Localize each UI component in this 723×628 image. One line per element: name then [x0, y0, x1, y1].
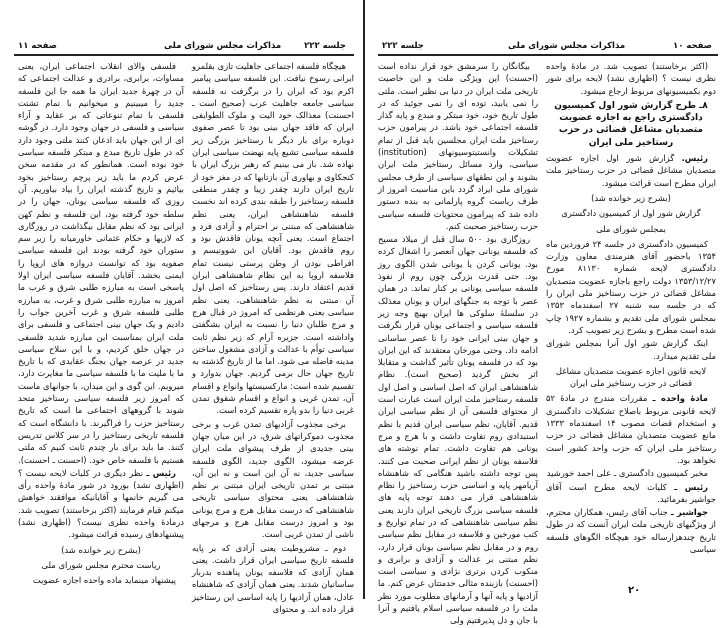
left-page-column-2	[18, 60, 184, 587]
speaker-name: رئیس.	[681, 153, 708, 164]
paragraph: دوم ـ مشروطیت یعنی آزادی که بر پایه فلسفه تاریخ سیاسی ایران قرار داشت. یعنی همان آزادی که فلاسفه یونان پناهنده بدربار ساسانیان شدند. یعنی همان آزادی که شاهنشاه عادل، همان آزادیها را پایه اساسی این رستاخیز قرار داده اند. و محتوای	[192, 542, 354, 615]
paragraph: پیشنهاد مینماید ماده واحده اجازه عضویت	[32, 575, 176, 586]
read-note: (بشرح زیر خوانده شد)	[591, 192, 671, 203]
paragraph: بیگانگان را سرمشق خود قرار نداده است (احسنت) این ویژگی ملت و این خاصیت تاریخی ملت ایران در دنیا بی نظیر است. ملتی را نمی یابید، توده ای را نمی جوئید که در طول تاریخ خود، خود مبتکر و مبدع و پایه گذار فلسفه اجتماعی خود باشد. در پیرامون حزب رستاخیز ملت ایران مجلسین باید قبل از تمام تشکیلات وانستیتوسیونهای (institution) سیاسی، وارد مسائل رستاخیز ملت ایران بشوند و این نطقهای سیاسی از طرف مجلس شورای ملی ایراد گردد باین مناسبت امروز از طرف ریاست گروه پارلمانی به بنده دستور داده شد که پیرامون محتویات فلسفه سیاسی حزب رستاخیز صحبت کنم.	[378, 61, 538, 231]
speech-text: نظر دیگری در کلیات لایحه نیست ؟ (اظهاری نشد) بورود در شور مادهٔ واحده رأی می گیریم خانمها و آقایانیکه موافقند خواهش میکنم قیام فرمایند (اکثر برخاستند) تصویب شد. درمادهٔ واحده نظری نیست؟ (اظهاری نشد) پیشنهادهای رسیده قرائت میشود.	[18, 467, 184, 540]
session-number: جلسه ۲۲۲	[382, 41, 424, 51]
rapporteur: مخبر کمیسیون دادگستری ـ علی احمد خورشید	[546, 468, 708, 479]
article-text: مقررات مندرج در مادهٔ ۵۲ لایحه قانونی مربوط باصلاح تشکیلات دادگستری و استخدام قضات مصوب ۱۴ اسفندماه ۱۳۳۳ مانع عضویت متصدیان مشاغل قضائی در حزب رستاخیز ملی ایران که حزب واحد کشور است نخواهد بود.	[546, 393, 716, 465]
right-page-column-2	[378, 60, 538, 628]
page-gutter-divider	[363, 0, 365, 599]
paragraph: روزگاری بود ۵۰۰ سال قبل از میلاد مسیح که فلسفه یونانی جهان آنعصر را اشغال کرده بود. یونانی کردن یا یونانی شدن الگوی روز بود. حتی قدرت بزرگی چون روم از نفوذ فلسفه سیاسی یونانی بر کنار نماند. در همان عصر با توجه به جنگهای ایران و یونان معذلک در سلسلهٔ سلوکی ها ایران بهیچ وجه زیر فلسفه سیاسی و اجتماعی یونان قرار نگرفت و جهان بینی ایرانی خود را تا عصر ساسانی ادامه داد. وحتی مورخان معتقدند که این ایران بود که در فلسفه یونان تأثیر گذاشت و متقابلا اثر بخش گردید (صحیح است). نظام شاهنشاهی ایران که اصل اساسی و اصل اول فلسفه رستاخیز ملت ایران است عبارت است از محتوای فلسفی آن از نظم سیاسی ایران قدیم. آقایان، نظم سیاسی ایران قدیم با نظم استبدادی روم تفاوت داشت و با هرج و مرج یونانی هم تفاوت داشت. تمام نوشته های فلاسفه یونان از نظم ایرانی صحبت می کنند. پس توجه داشته باشید هنگامی که شاهنشاه آریامهر پایه و اساسی حزب رستاخیز را نظام شاهنشاهی قرار می دهند توجه پایه های فلسفه سیاسی بزرگ تاریخی ایران دارند یعنی نظم سیاسی شاهنشاهی که در تمام تواریخ و کتب مورخین و فلاسفه در مقابل نظم سیاسی روم و در مقابل نظم سیاسی یونان قرار دارد، نظم مبتنی بر عدالت و آزادی و برابری و منکوب کردن برتری نژادی و سیاسی است (احسنت) بازبنده مثالی خدمتتان عرض کنم. ما آزادیها و پایه آنها و آرمانهای مطلوب مورد نظر ملت را در فلسفه سیاسی اسلام یافتیم و آنرا با جان و دل پذیرفتیم ولی	[378, 234, 538, 626]
paragraph: برخی مجذوب آزادیهای تمدن غرب و برخی مجذوب دموکراتهای شرق، در این میان جهان بینی جدیدی از طرف پیشوای ملت ایران عرضه میشود، الگوی جدید، الگوی فلسفه سیاسی جدید، نه آن این است و نه این آن، مبتنی بر تمدن تاریخی ایران مبتنی بر نظم شاهنشاهی یعنی محتوای سیاسی تاریخی شاهنشاهی که درست مقابل هرج و مرج یونانی بود و امروز درست مقابل هرج و مرجهای ناشی از تمدن غربی است.	[192, 418, 354, 540]
paragraph: اینک گزارش شور اول آنرا بمجلس شورای ملی تقدیم میدارد.	[546, 338, 716, 361]
paragraph: (اکثر برخاستند) تصویب شد. در مادهٔ واحده نظری نیست ؟ (اظهاری نشد) لایحه برای شور دوم بکمیسیونهای مربوط ارجاع میشود.	[546, 61, 716, 96]
addressee: بمجلس شورای ملی	[596, 223, 666, 234]
page-number: صفحه ۱۰	[673, 41, 712, 51]
paragraph	[546, 152, 716, 189]
left-page-column-1	[192, 60, 354, 616]
paragraph: فلسفی والای انقلاب اجتماعی ایران، یعنی مساوات، برابری، برادری و عدالت اجتماعی که آن در چهرهٔ جدید ایران ما همه جا این فلسفه جدید را میبینیم و میخوانیم با تمام تشتت فلسفی با تمام تنوعاتی که بر عقاید و آراء سیاسی و فلسفی در جهان وجود دارد. در گوشه ای از این جهان باید اذعان کنند ملتی وجود دارد که در طول تاریخ مبدع و مبتکر فلسفه سیاسی خود بوده است. همانطور که در مقدمه سخن عرض کردم ما باید زیر پرچم رستاخیز بخود بیائیم و تاریخ گذشته ایران را بیاد بیاوریم. آن روزی که فلسفه سیاسی یونان، جهان را در سلطه خود گرفته بود، این فلسفه و نظم کهن ایرانی بود که نظم مقابل بیگذاشت در روزگاری که لازیها و حکام عثمانی خاورمیانه را زیر سم ستوران خود گرفته بودند این فلسفه سیاسی صفویه بود که توانست دروازه های اروپا را ایمنی بخشد. آقایان فلسفه سیاسی ایران اولا پاسخی است به مبارزه طلبی شرق و غرب ما امروز به مبارزه طلبی شرق و غرب، به مبارزه طلبی فلسفه شرق و غرب آخرین جواب را دادیم و یک جهان بینی اجتماعی و فلسفی برای ملت ایران بمناسبت این مبارزه شدید فلسفی در جهان خلق کردیم، و با این سلاح سیاسی جدید در عرصه جهان بجنگ عقایدی که با تاریخ ما با ملیت ما با فلسفه سیاسی ما مغایرت دارد، میرویم. این گوی و این میدان، با جوانهای ماست که امروز زیر فلسفه سیاسی رستاخیز متحد شوند با گروههای اجتماعی ما است که تاریخ رستاخیز حزب را فراگیرند. با دانشگاه است که فلسفه تاریخی رستاخیز را در سر کلاس تدریس کنند. ما باید برای بار چندم ثابت کنیم که ملتی هستیم با فلسفه خاص خود. (احسنت ـ احسنت).	[18, 61, 184, 465]
article-label: مادهٔ واحده ـ	[652, 393, 708, 404]
paragraph: کمیسیون دادگستری در جلسه ۲۴ فروردین ماه ۱۳۵۴ باحضور آقای هنرمندی معاون وزارت دادگستری لایحه شماره ۸۱۱۳۰ مورخ ۱۳۵۳/۱۲/۲۷ دولت راجع باجازه عضویت متصدیان مشاغل قضائی در حزب رستاخیز ملی ایران را که در جلسه سه شنبه ۲۷ اسفندماه ۱۳۵۳ بمجلس شورای ملی تقدیم و بشماره ۱۹۲۷ چاپ شده است مطرح و بشرح زیر تصویب کرد.	[546, 238, 716, 335]
read-note: (بشرح زیر خوانده شد)	[61, 544, 141, 555]
paragraph: هیچگاه فلسفه اجتماعی جاهلیت تازی بقلمرو ایرانی رسوخ نیافت. این فلسفه سیاسی پیامبر اکرم بود که ایران را در برگرفت نه فلسفه سیاسی جامعه جاهلیت عرب (صحیح است ـ احسنت) معذالک خود الیت و ملوک الطوایفی ایران که فاقد جهان بینی بود تا عصر صفوی دوباره برای بار دیگر با رستاخیز بزرگی زیر فلسفه سیاسی تشیع پایه نهضت سیاسی ایران نهاده شد. باز می بینیم که رهبر بزرگ ایران با کنجکاوی و بهاوری آن بازتابها که در مغز خود از تاریخ ایران دارند چقدر زیبا و چقدر منطقی فلسفه رستاخیز را طبقه بندی کرده اند نخست فلسفه شاهنشاهی ایران، یعنی نظم شاهنشاهی که مبتنی بر احترام و آزادی فرد و اجتماع است. یعنی آنچه یونان فاقدش بود و روم فاقدش بود. آقایان این شوونیسم و افراطی بودن از وطن پرستی نیست تمام فلاسفه اروپا به این نظام شاهنشاهی ایران قدیم اعتقاد دارند. پس رستاخیز که اصل اول آن مبتنی به نظم شاهنشاهی، یعنی نظم سیاسی یعنی هرنظمی که امروز در قبال هرج و مرج طلبان دنیا را نسبت به ایران بشگفتی واداشته است. جزیره آرام که زیر نظم ثابت سیاسی توأم با عدالت و آزادی مشغول ساختن مدینه فاضله می شود. اما ما از تاریخ گذشته به تاریخ جهان حال برمی گردیم. جهان بدوارد و تقسیم شده است: مارکسیستها وانواع و اقسام آن، تمدن غربی و انواع و اقسام شقوق تمدن غربی دنیا را بدو پاره تقسیم کرده است.	[192, 61, 354, 416]
footer-number: ۲۰	[628, 585, 641, 596]
publication-title: مذاکرات مجلس شورای ملی	[164, 41, 282, 51]
speaker-name: جواشیر ـ	[670, 507, 708, 518]
paragraph	[18, 467, 184, 541]
publication-title: مذاکرات مجلس شورای ملی	[508, 41, 626, 51]
paragraph	[546, 506, 716, 555]
speech-text: گزارش شور اول اجازه عضویت متصدیان مشاغل قضائی در حزب رستاخیز ملت ایران مطرح است قرائت میشود.	[546, 153, 716, 188]
session-number: جلسه ۲۲۲	[304, 41, 346, 51]
speech-text: جناب آقای رئیس، همکاران محترم، از ویژگیهای تاریخی ملت ایران آنست که در طول تاریخ چندهزارساله خود هیچگاه الگوهای فلسفه سیاسی	[546, 507, 716, 554]
speech-text: کلیات لایحه مطرح است آقای جواشیر بفرمائید.	[546, 481, 716, 504]
speaker-name: رئیس ـ	[674, 481, 708, 492]
agenda-item-heading: ۸ـ طرح گزارش شور اول کمیسیون دادگستری راجع به اجازه عضویت متصدیان مشاغل قضائی در حزب رستاخیز ملی ایران	[554, 100, 708, 148]
speaker-name: رئیس ـ	[146, 467, 176, 478]
left-page-header	[14, 40, 354, 56]
paragraph	[546, 392, 716, 466]
report-title: گزارش شور اول از کمیسیون دادگستری	[561, 208, 701, 219]
paragraph	[546, 481, 716, 506]
bill-title: لایحه قانون اجازه عضویت متصدیان مشاغل قضائی در حزب رستاخیز ملی ایران	[555, 365, 707, 389]
page-number: صفحه ۱۱	[18, 41, 57, 51]
addressee: ریاست محترم مجلس شورای ملی	[41, 559, 161, 570]
right-page-column-1	[546, 60, 716, 556]
right-page-header	[378, 40, 718, 56]
